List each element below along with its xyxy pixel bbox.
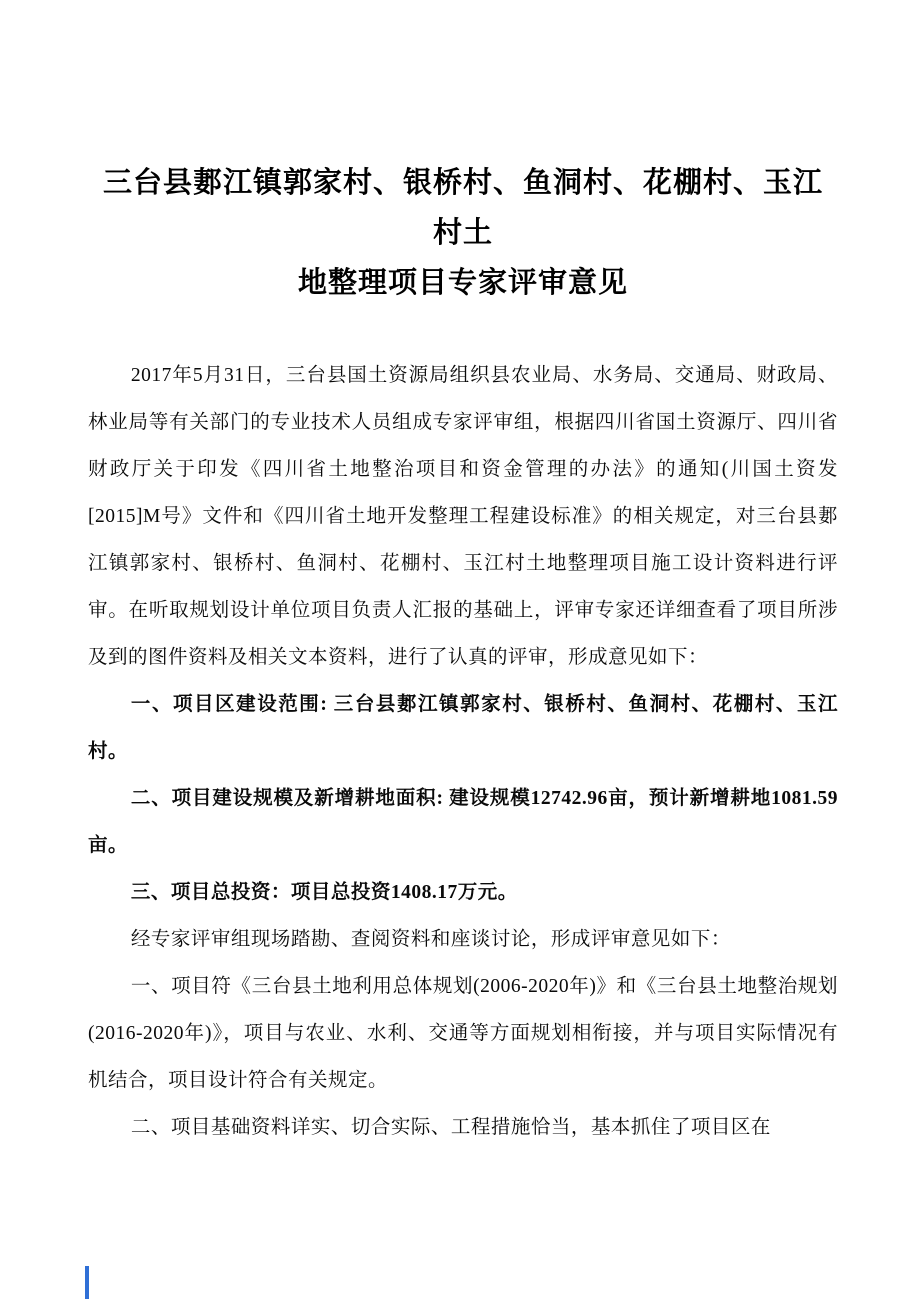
paragraph-item-3-investment: 三、项目总投资：项目总投资1408.17万元。 (130, 882, 518, 903)
paragraph-item-1-scope: 一、项目区建设范围: 三台县郪江镇郭家村、银桥村、鱼洞村、花棚村、玉江村。 (88, 694, 838, 762)
document-title (88, 158, 838, 308)
paragraph-review-intro: 经专家评审组现场踏勘、查阅资料和座谈讨论，形成评审意见如下： (130, 929, 731, 950)
paragraph-item-2-scale: 二、项目建设规模及新增耕地面积: 建设规模12742.96亩，预计新增耕地1081.59亩。 (88, 788, 838, 856)
paragraph-opinion-1: 一、项目符《三台县土地利用总体规划(2006-2020年)》和《三台县土地整治规划(2016-2020年)》，项目与农业、水利、交通等方面规划相衔接，并与项目实际情况有机结合，项目设计符合有关规定。 (88, 976, 838, 1091)
title-line-2: 地整理项目专家评审意见 (297, 267, 628, 299)
title-line-1: 三台县郪江镇郭家村、银桥村、鱼洞村、花棚村、玉江村土 (102, 167, 823, 249)
page-edge-marker (85, 1266, 89, 1299)
document-body (88, 352, 838, 1151)
paragraph-intro: 2017年5月31日，三台县国土资源局组织县农业局、水务局、交通局、财政局、林业局等有关部门的专业技术人员组成专家评审组，根据四川省国土资源厅、四川省财政厅关于印发《四川省土地整治项目和资金管理的办法》的通知(川国土资发[2015]M号》文件和《四川省土地开发整理工程建设标准》的相关规定，对三台县郪江镇郭家村、银桥村、鱼洞村、花棚村、玉江村土地整理项目施工设计资料进行评审。在听取规划设计单位项目负责人汇报的基础上，评审专家还详细查看了项目所涉及到的图件资料及相关文本资料，进行了认真的评审，形成意见如下： (88, 365, 838, 668)
paragraph-opinion-2: 二、项目基础资料详实、切合实际、工程措施恰当，基本抓住了项目区在 (130, 1117, 771, 1138)
